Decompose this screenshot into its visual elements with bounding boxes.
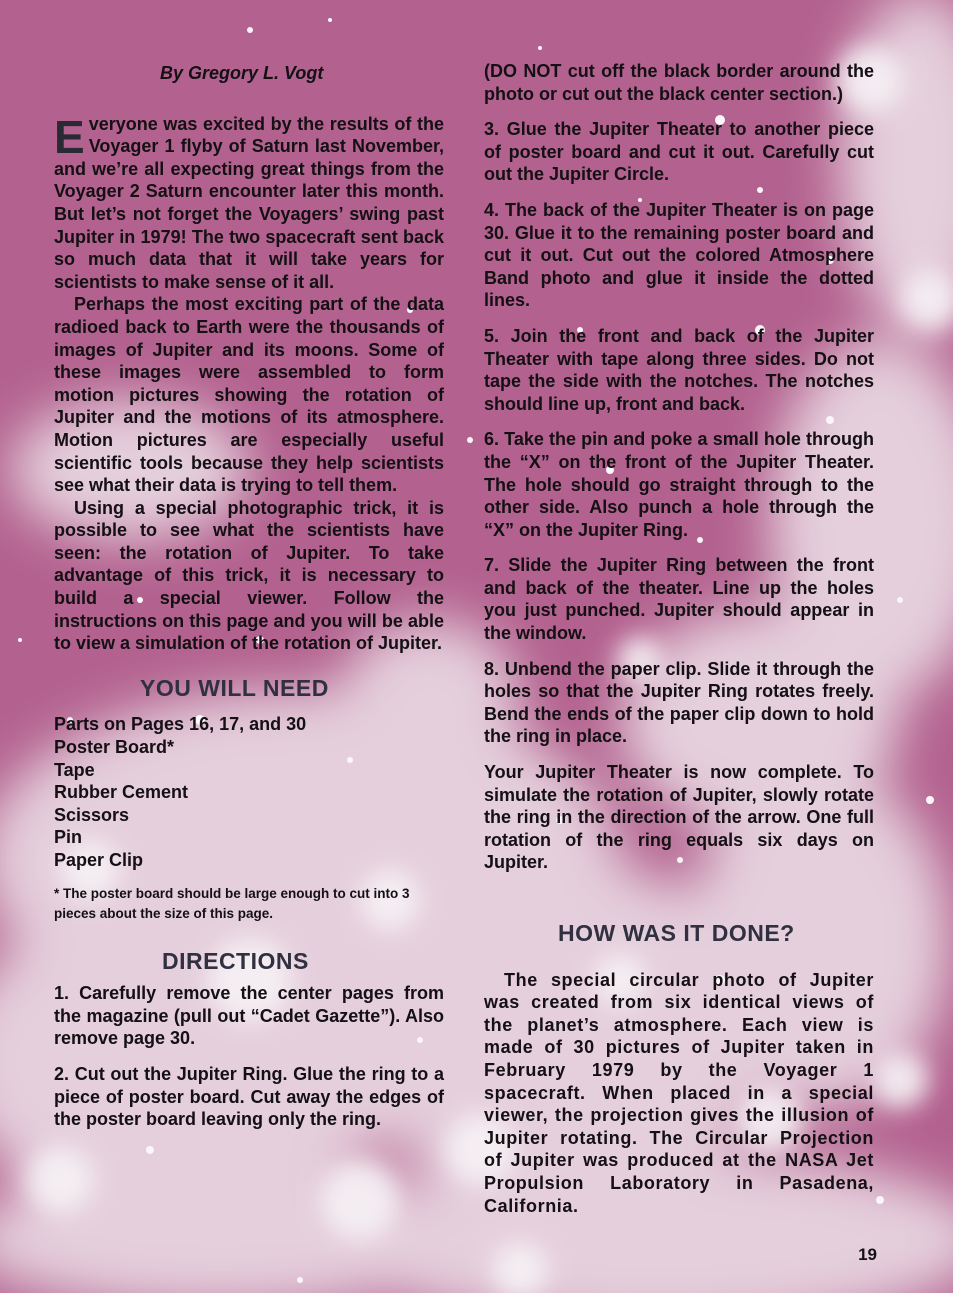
- right-column: [484, 60, 874, 1217]
- how-was-it-done-heading: HOW WAS IT DONE?: [558, 920, 795, 946]
- supplies-list-item: Paper Clip: [54, 850, 144, 870]
- direction-step-3: 3. Glue the Jupiter Theater to another piece of poster board and cut it out. Carefully cut out the Jupiter Circle.: [484, 119, 874, 185]
- direction-step-5: 5. Join the front and back of the Jupiter Theater with tape along three sides. Do not tape the side with the notches. The notches should line up, front and back.: [484, 325, 874, 414]
- direction-step-6: 6. Take the pin and poke a small hole through the “X” on the front of the Jupiter Theater. The hole should go straight through to the other side. Also punch a hole through the “X” on the Jupiter Ring.: [484, 429, 874, 540]
- direction-step-2: 2. Cut out the Jupiter Ring. Glue the ring to a piece of poster board. Cut away the edges of the poster board leaving only the ring.: [54, 1063, 444, 1130]
- byline: By Gregory L. Vogt: [160, 63, 324, 83]
- supplies-list-item: Pin: [54, 827, 83, 848]
- direction-step-1: 1. Carefully remove the center pages from the magazine (pull out “Cadet Gazette”). Also remove page 30.: [54, 983, 444, 1049]
- supplies-list-item: Poster Board*: [54, 737, 175, 758]
- page-number: 19: [858, 1245, 877, 1264]
- supplies-list-item: Scissors: [54, 804, 130, 825]
- theater-complete-paragraph: Your Jupiter Theater is now complete. To simulate the rotation of Jupiter, slowly rotate the ring in the direction of the arrow. One full rotation of the ring equals six days on Jupiter.: [484, 762, 874, 873]
- supplies-list-item: Tape: [54, 759, 95, 780]
- direction-step-8: 8. Unbend the paper clip. Slide it through the holes so that the Jupiter Ring rotates freely. Bend the ends of the paper clip down to hold the ring in place.: [484, 658, 874, 747]
- intro-paragraph-2: Perhaps the most exciting part of the data radioed back to Earth were the thousands of images of Jupiter and its moons. Some of these images were assembled to form motion pictures showing the rotation of Jupiter and the motions of its atmosphere. Motion pictures are especially useful scientific tools because they help scientists see what their data is trying to tell them.: [54, 294, 444, 496]
- supplies-list-item: Rubber Cement: [54, 782, 189, 803]
- left-column: [54, 62, 444, 1144]
- intro-paragraph-1-text: veryone was excited by the results of the Voyager 1 flyby of Saturn last November, and we’re all expecting great things from the Voyager 2 Saturn encounter later this month. But let’s not forget the Voyagers’ swing past Jupiter in 1979! The two spacecraft sent back so much data that it will take years for scientists to make sense of it all.: [54, 113, 444, 292]
- direction-step-2-continued: (DO NOT cut off the black border around the photo or cut out the black center section.): [484, 61, 874, 104]
- supplies-list: [54, 713, 444, 871]
- you-will-need-heading: YOU WILL NEED: [140, 674, 329, 701]
- intro-paragraph-1: [54, 110, 444, 294]
- directions-heading: DIRECTIONS: [162, 947, 309, 974]
- direction-step-7: 7. Slide the Jupiter Ring between the front and back of the theater. Line up the holes you just punched. Jupiter should appear in the window.: [484, 555, 874, 644]
- how-was-it-done-paragraph: The special circular photo of Jupiter was created from six identical views of the planet’s atmosphere. Each view is made of 30 pictures of Jupiter taken in February 1979 by the Voyager 1 spacecraft. When placed in a special viewer, the projection gives the illusion of Jupiter rotating. The Circular Projection of Jupiter was produced at the NASA Jet Propulsion Laboratory in Pasadena, California.: [484, 969, 874, 1216]
- direction-step-4: 4. The back of the Jupiter Theater is on page 30. Glue it to the remaining poster board and cut it out. Cut out the colored Atmosphere Band photo and glue it inside the dotted lines.: [484, 199, 874, 311]
- drop-cap: E: [54, 110, 85, 163]
- poster-board-footnote: * The poster board should be large enough to cut into 3 pieces about the size of this page.: [54, 885, 410, 921]
- intro-paragraph-3: Using a special photographic trick, it is possible to see what the scientists have seen: the rotation of Jupiter. To take advantage of this trick, it is necessary to build a special viewer. Follow the instructions on this page and you will be able to view a simulation of the rotation of Jupiter.: [54, 497, 444, 654]
- supplies-list-item: Parts on Pages 16, 17, and 30: [54, 714, 307, 735]
